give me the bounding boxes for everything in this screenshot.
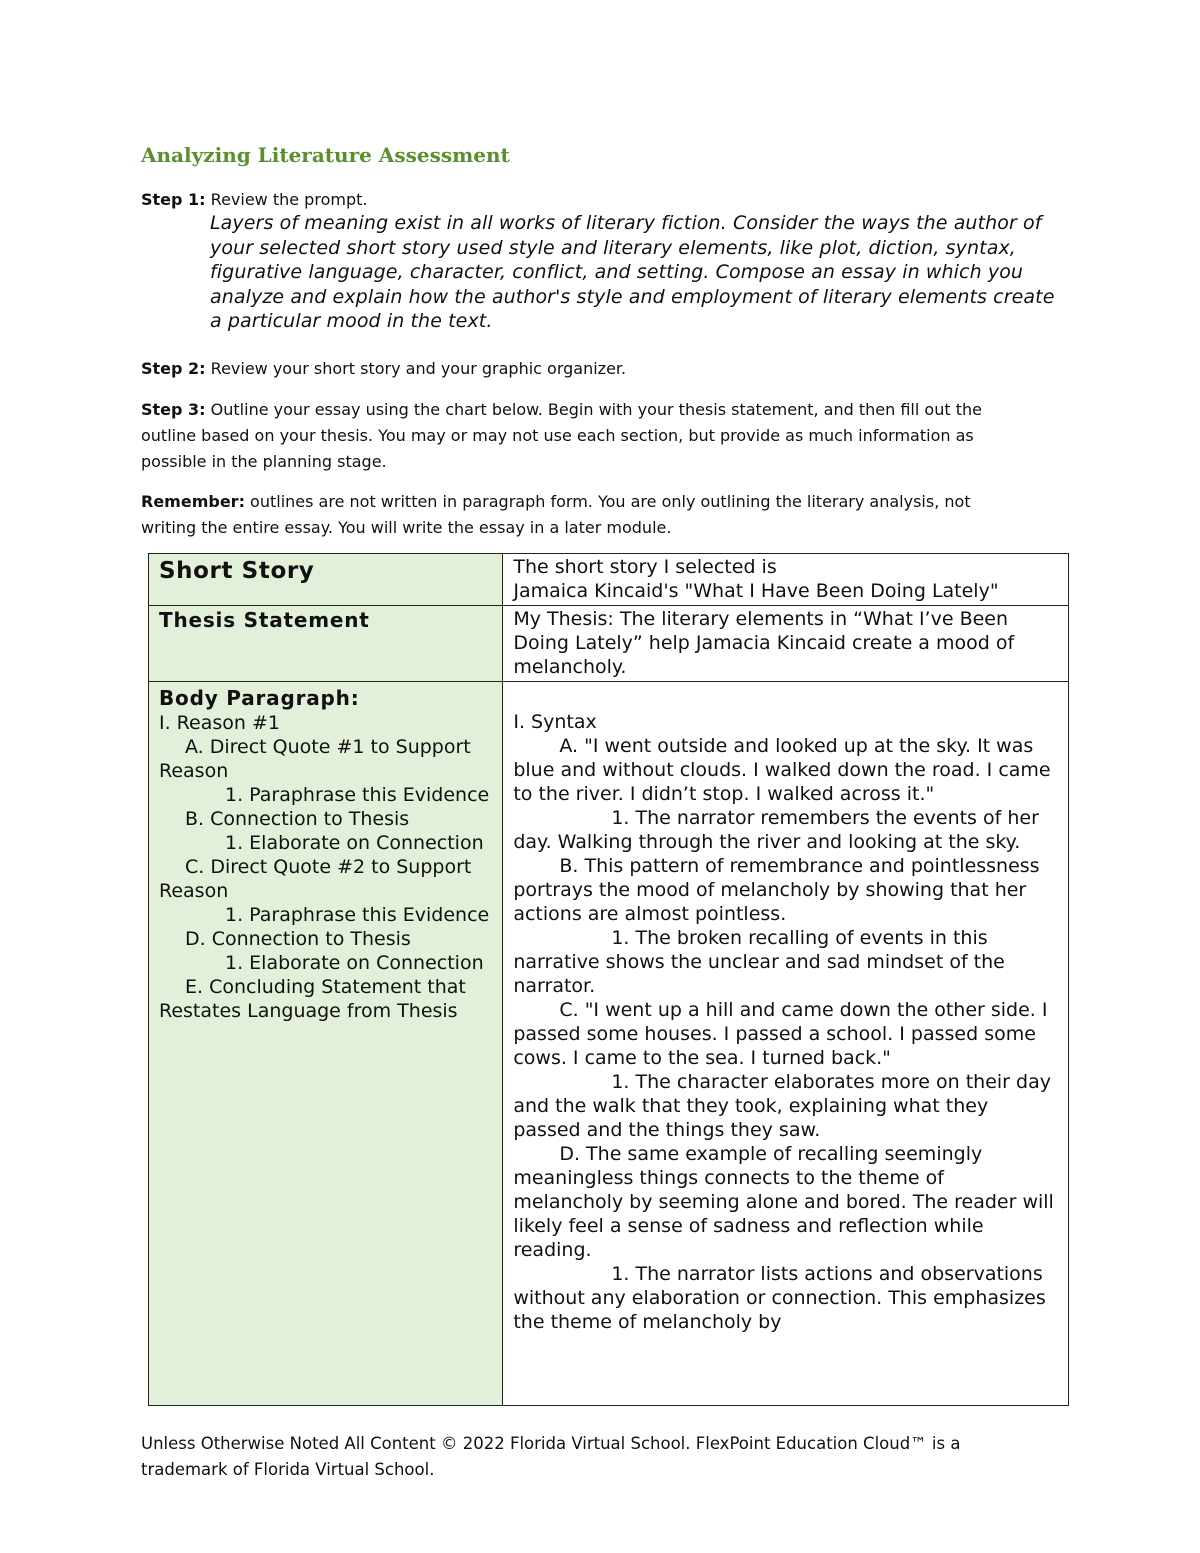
thesis-label-cell <box>149 606 503 682</box>
body-subpoint: 1. The broken recalling of events in this narrative shows the unclear and sad mindset of the narrator. <box>513 927 1005 997</box>
outline-item: I. Reason #1 <box>159 712 280 734</box>
short-story-title: Jamaica Kincaid's "What I Have Been Doing Lately" <box>513 580 999 602</box>
remember-text: outlines are not written in paragraph form. You are only outlining the literary analysis, not writing the entire essay. You will write the essay in a later module. <box>141 492 971 537</box>
step-3-text: Outline your essay using the chart below. Begin with your thesis statement, and then fill out the outline based on your thesis. You may or may not use each section, but provide as much information as possible in the planning stage. <box>141 400 982 471</box>
step-2-label: Step 2: <box>141 359 206 378</box>
short-story-label-cell <box>149 554 503 606</box>
body-point: A. "I went outside and looked up at the sky. It was blue and without clouds. I walked down the road. I came to the river. I didn’t stop. I walked across it." <box>513 735 1051 805</box>
copyright-footer: Unless Otherwise Noted All Content © 2022 Florida Virtual School. FlexPoint Education Cloud™ is a trademark of Florida Virtual School. <box>141 1434 961 1479</box>
outline-item: 1. Paraphrase this Evidence <box>225 904 490 926</box>
outline-item: D. Connection to Thesis <box>185 928 411 950</box>
essay-prompt: Layers of meaning exist in all works of literary fiction. Consider the ways the author of your selected short story used style and literary elements, like plot, diction, syntax, figurative language, character, conflict, and setting. Compose an essay in which you analyze and explain how the author's style and employment of literary elements create a particular mood in the text. <box>210 212 1055 332</box>
body-heading: I. Syntax <box>513 711 597 733</box>
remember-label: Remember: <box>141 492 245 511</box>
body-subpoint: 1. The character elaborates more on their day and the walk that they took, explaining what they passed and the things they saw. <box>513 1071 1051 1141</box>
step-2-text: Review your short story and your graphic organizer. <box>205 359 627 378</box>
body-paragraph-label-cell <box>149 682 503 1406</box>
step-1-text: Review the prompt. <box>205 190 368 209</box>
short-story-label: Short Story <box>159 558 315 584</box>
short-story-line-1: The short story I selected is <box>513 556 777 578</box>
step-1 <box>141 187 1041 213</box>
outline-item: B. Connection to Thesis <box>185 808 410 830</box>
outline-item: E. Concluding Statement that Restates Language from Thesis <box>159 976 466 1022</box>
step-1-label: Step 1: <box>141 190 206 209</box>
outline-item: 1. Elaborate on Connection <box>225 832 484 854</box>
outline-item: 1. Paraphrase this Evidence <box>225 784 490 806</box>
short-story-cell[interactable] <box>503 554 1069 606</box>
thesis-label: Thesis Statement <box>159 608 370 632</box>
page-title: Analyzing Literature Assessment <box>141 143 510 167</box>
body-point: D. The same example of recalling seemingly meaningless things connects to the theme of melancholy by seeming alone and bored. The reader will likely feel a sense of sadness and reflection while reading. <box>513 1143 1054 1261</box>
body-paragraph-cell[interactable] <box>503 682 1069 1406</box>
step-3-label: Step 3: <box>141 400 206 419</box>
body-point: B. This pattern of remembrance and pointlessness portrays the mood of melancholy by showing that her actions are almost pointless. <box>513 855 1040 925</box>
outline-item: 1. Elaborate on Connection <box>225 952 484 974</box>
body-subpoint: 1. The narrator remembers the events of her day. Walking through the river and looking at the sky. <box>513 807 1039 853</box>
table-row <box>149 554 1069 606</box>
step-2 <box>141 356 1041 382</box>
table-row <box>149 606 1069 682</box>
body-paragraph-label: Body Paragraph: <box>159 686 360 710</box>
body-point: C. "I went up a hill and came down the other side. I passed some houses. I passed a school. I passed some cows. I came to the sea. I turned back." <box>513 999 1048 1069</box>
outline-table <box>148 553 1069 1406</box>
outline-item: A. Direct Quote #1 to Support Reason <box>159 736 471 782</box>
thesis-cell[interactable] <box>503 606 1069 682</box>
table-row <box>149 682 1069 1406</box>
remember-note <box>141 489 1021 541</box>
body-subpoint: 1. The narrator lists actions and observations without any elaboration or connection. This emphasizes the theme of melancholy by <box>513 1263 1046 1333</box>
thesis-text: My Thesis: The literary elements in “What I’ve Been Doing Lately” help Jamacia Kincaid create a mood of melancholy. <box>513 608 1015 678</box>
step-3 <box>141 397 1021 475</box>
outline-item: C. Direct Quote #2 to Support Reason <box>159 856 472 902</box>
